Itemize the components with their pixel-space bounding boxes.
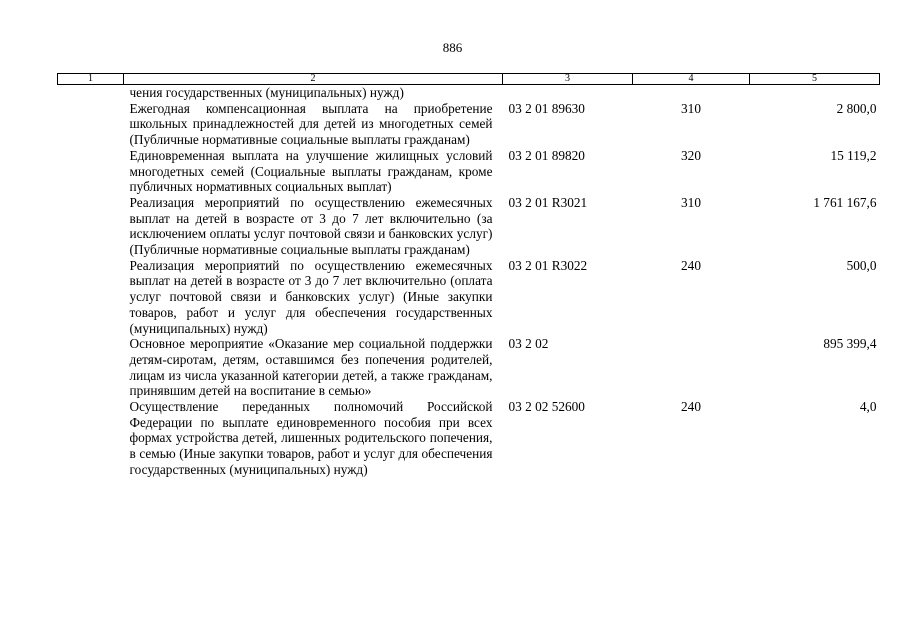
table-row [58, 101, 880, 148]
column-header-5: 5 [750, 74, 880, 85]
table-header-row [58, 74, 880, 85]
description-cell: Осуществление переданных полномочий Российской Федерации по выплате единовременного пособия при всех формах устройства детей, лишенных родительского попечения, в семью (Иные закупки товаров, работ и услуг для обеспечения государственных (муниципальных) нужд) [129, 399, 493, 477]
target-code-cell: 03 2 02 [508, 336, 549, 352]
page-number: 886 [442, 40, 463, 55]
column-header-2: 2 [124, 74, 503, 85]
amount-cell: 1 761 167,6 [813, 194, 877, 210]
description-cell: Реализация мероприятий по осуществлению ежемесячных выплат на детей в возрасте от 3 до 7 лет включительно (за исключением оплаты услуг почтовой связи и банковских услуг) (Публичные нормативные социальные выплаты гражданам) [129, 194, 493, 258]
row-number-cell [58, 336, 124, 399]
amount-cell: 15 119,2 [830, 147, 877, 163]
description-cell: Основное мероприятие «Оказание мер социальной поддержки детям-сиротам, детям, оставшимся без попечения родителей, лицам из числа указанной категории детей, а также гражданам, принявшим детей на воспитание в семью» [129, 336, 493, 399]
column-header-3: 3 [503, 74, 633, 85]
target-code-cell: 03 2 01 R3022 [508, 257, 588, 273]
table-row [58, 148, 880, 195]
expense-type-cell [633, 336, 750, 399]
target-code-cell: 03 2 01 89630 [508, 100, 585, 116]
column-header-1: 1 [58, 74, 124, 85]
table-row [58, 85, 880, 101]
table-row [58, 195, 880, 258]
amount-cell: 895 399,4 [823, 336, 877, 352]
target-code-cell [503, 85, 633, 101]
table-row [58, 399, 880, 478]
amount-cell: 500,0 [846, 257, 877, 273]
row-number-cell [58, 399, 124, 478]
description-cell: Реализация мероприятий по осуществлению ежемесячных выплат на детей в возрасте от 3 до 7 лет включительно (оплата услуг почтовой связи и банковских услуг) (Иные закупки товаров, работ и услуг для обеспечения государственных (муниципальных) нужд) [129, 257, 493, 336]
amount-cell [750, 85, 880, 101]
column-header-4: 4 [633, 74, 750, 85]
target-code-cell: 03 2 01 89820 [508, 147, 585, 163]
target-code-cell: 03 2 01 R3021 [508, 194, 588, 210]
row-number-cell [58, 258, 124, 337]
row-number-cell [58, 148, 124, 195]
expense-type-cell: 240 [681, 257, 701, 273]
amount-cell: 4,0 [859, 399, 877, 415]
description-cell: чения государственных (муниципальных) нужд) [129, 85, 404, 100]
target-code-cell: 03 2 02 52600 [508, 399, 585, 415]
amount-cell: 2 800,0 [836, 100, 877, 116]
expense-type-cell: 310 [681, 100, 701, 116]
expense-type-cell: 310 [681, 194, 701, 210]
description-cell: Ежегодная компенсационная выплата на приобретение школьных принадлежностей для детей из многодетных семей (Публичные нормативные социальные выплаты гражданам) [129, 100, 493, 148]
row-number-cell [58, 85, 124, 101]
table-row [58, 258, 880, 337]
row-number-cell [58, 101, 124, 148]
expense-type-cell: 320 [681, 147, 701, 163]
description-cell: Единовременная выплата на улучшение жилищных условий многодетных семей (Социальные выплаты гражданам, кроме публичных нормативных социальных выплат) [129, 147, 493, 195]
expense-type-cell: 240 [681, 399, 701, 415]
table-body [58, 85, 880, 478]
expense-type-cell [633, 85, 750, 101]
table-row [58, 336, 880, 399]
row-number-cell [58, 195, 124, 258]
budget-table [57, 73, 880, 478]
table-header [58, 74, 880, 85]
